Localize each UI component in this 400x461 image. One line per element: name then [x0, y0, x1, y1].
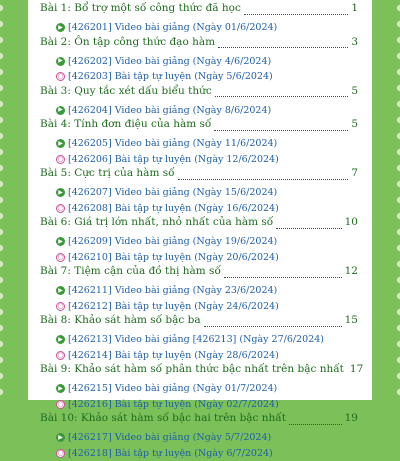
lesson-entry — [40, 265, 358, 314]
item-label: [426204] Video bài giảng (Ngày 8/6/2024) — [68, 105, 271, 116]
leader-dots — [276, 228, 341, 229]
exercise-icon: ○ — [56, 204, 65, 213]
item-label: [426201] Video bài giảng (Ngày 01/6/2024) — [68, 22, 277, 33]
item-label: [426205] Video bài giảng (Ngày 11/6/2024) — [68, 138, 277, 149]
lesson-entry — [40, 118, 358, 167]
left-decorative-border — [0, 0, 22, 400]
item-label: [426218] Bài tập tự luyện (Ngày 6/7/2024) — [68, 448, 273, 459]
lesson-entry — [40, 36, 358, 85]
lesson-entry — [40, 412, 358, 461]
video-lecture-item[interactable] — [40, 381, 358, 397]
lesson-title: Bài 5: Cực trị của hàm số — [40, 167, 175, 179]
leader-dots — [218, 47, 348, 48]
table-of-contents-page — [28, 0, 372, 400]
exercise-item[interactable] — [40, 152, 358, 168]
play-icon: ▶ — [56, 106, 65, 115]
leader-dots — [244, 14, 348, 15]
page-number: 1 — [351, 2, 358, 14]
lesson-title-row[interactable] — [40, 118, 358, 136]
lesson-title: Bài 7: Tiệm cận của đồ thị hàm số — [40, 265, 221, 277]
video-lecture-item[interactable] — [40, 234, 358, 250]
lesson-title-row[interactable] — [40, 412, 358, 430]
item-label: [426212] Bài tập tự luyện (Ngày 24/6/2024) — [68, 301, 279, 312]
exercise-item[interactable] — [40, 446, 358, 461]
right-decorative-border — [378, 0, 400, 400]
lesson-entry — [40, 85, 358, 119]
video-lecture-item[interactable] — [40, 185, 358, 201]
video-lecture-item[interactable] — [40, 430, 358, 446]
leader-dots — [214, 130, 348, 131]
lesson-title-row[interactable] — [40, 363, 358, 381]
item-label: [426203] Bài tập tự luyện (Ngày 5/6/2024) — [68, 71, 273, 82]
lesson-entry — [40, 167, 358, 216]
item-label: [426209] Video bài giảng (Ngày 19/6/2024) — [68, 236, 277, 247]
page-number: 17 — [350, 363, 363, 375]
item-label: [426216] Bài tập tự luyện (Ngày 02/7/2024) — [68, 399, 279, 410]
lesson-title-row[interactable] — [40, 36, 358, 54]
page-number: 7 — [351, 167, 358, 179]
play-icon: ▶ — [56, 433, 65, 442]
video-lecture-item[interactable] — [40, 332, 358, 348]
exercise-item[interactable] — [40, 397, 358, 413]
lesson-entry — [40, 216, 358, 265]
lesson-title-row[interactable] — [40, 167, 358, 185]
item-label: [426214] Bài tập tự luyện (Ngày 28/6/2024) — [68, 350, 279, 361]
lesson-title-row[interactable] — [40, 265, 358, 283]
lesson-entry — [40, 314, 358, 363]
item-label: [426206] Bài tập tự luyện (Ngày 12/6/2024) — [68, 154, 279, 165]
item-label: [426215] Video bài giảng (Ngày 01/7/2024) — [68, 383, 277, 394]
leader-dots — [204, 326, 342, 327]
play-icon: ▶ — [56, 384, 65, 393]
video-lecture-item[interactable] — [40, 20, 358, 36]
lesson-entry — [40, 363, 358, 412]
video-lecture-item[interactable] — [40, 54, 358, 70]
item-label: [426210] Bài tập tự luyện (Ngày 20/6/2024) — [68, 252, 279, 263]
play-icon: ▶ — [56, 335, 65, 344]
item-label: [426207] Video bài giảng (Ngày 15/6/2024) — [68, 187, 277, 198]
item-label: [426217] Video bài giảng (Ngày 5/7/2024) — [68, 432, 271, 443]
page-number: 10 — [345, 216, 358, 228]
lesson-title: Bài 10: Khảo sát hàm số bậc hai trên bậc nhất — [40, 412, 286, 424]
lesson-title: Bài 6: Giá trị lớn nhất, nhỏ nhất của hàm số — [40, 216, 273, 228]
lesson-entry — [40, 2, 358, 36]
lesson-title-row[interactable] — [40, 314, 358, 332]
exercise-icon: ○ — [56, 351, 65, 360]
exercise-item[interactable] — [40, 299, 358, 315]
leader-dots — [178, 179, 349, 180]
lesson-title: Bài 4: Tính đơn điệu của hàm số — [40, 118, 211, 130]
exercise-item[interactable] — [40, 201, 358, 217]
page-number: 19 — [345, 412, 358, 424]
video-lecture-item[interactable] — [40, 103, 358, 119]
play-icon: ▶ — [56, 237, 65, 246]
leader-dots — [215, 96, 349, 97]
item-label: [426211] Video bài giảng (Ngày 23/6/2024) — [68, 285, 277, 296]
exercise-icon: ○ — [56, 155, 65, 164]
exercise-item[interactable] — [40, 69, 358, 85]
play-icon: ▶ — [56, 188, 65, 197]
play-icon: ▶ — [56, 139, 65, 148]
item-label: [426208] Bài tập tự luyện (Ngày 16/6/2024) — [68, 203, 279, 214]
lesson-title: Bài 2: Ôn tập công thức đạo hàm — [40, 36, 215, 48]
exercise-icon: ○ — [56, 302, 65, 311]
lesson-title-row[interactable] — [40, 85, 358, 103]
play-icon: ▶ — [56, 286, 65, 295]
exercise-icon: ○ — [56, 72, 65, 81]
play-icon: ▶ — [56, 23, 65, 32]
lesson-title: Bài 8: Khảo sát hàm số bậc ba — [40, 314, 201, 326]
video-lecture-item[interactable] — [40, 283, 358, 299]
exercise-item[interactable] — [40, 348, 358, 364]
lesson-title: Bài 9: Khảo sát hàm số phân thức bậc nhất trên bậc nhất — [40, 363, 344, 375]
lesson-title-row[interactable] — [40, 216, 358, 234]
item-label: [426213] Video bài giảng [426213] (Ngày 27/6/2024) — [68, 334, 324, 345]
page-number: 3 — [351, 36, 358, 48]
exercise-icon: ○ — [56, 449, 65, 458]
play-icon: ▶ — [56, 57, 65, 66]
page-number: 12 — [345, 265, 358, 277]
lesson-title: Bài 3: Quy tắc xét dấu biểu thức — [40, 85, 212, 97]
item-label: [426202] Video bài giảng (Ngày 4/6/2024) — [68, 56, 271, 67]
video-lecture-item[interactable] — [40, 136, 358, 152]
table-of-contents — [40, 2, 358, 461]
exercise-item[interactable] — [40, 250, 358, 266]
leader-dots — [289, 424, 342, 425]
page-number: 15 — [345, 314, 358, 326]
exercise-icon: ○ — [56, 253, 65, 262]
page-number: 5 — [351, 118, 358, 130]
lesson-title-row[interactable] — [40, 2, 358, 20]
leader-dots — [224, 277, 342, 278]
lesson-title: Bài 1: Bổ trợ một số công thức đã học — [40, 2, 241, 14]
page-number: 5 — [351, 85, 358, 97]
exercise-icon: ○ — [56, 400, 65, 409]
